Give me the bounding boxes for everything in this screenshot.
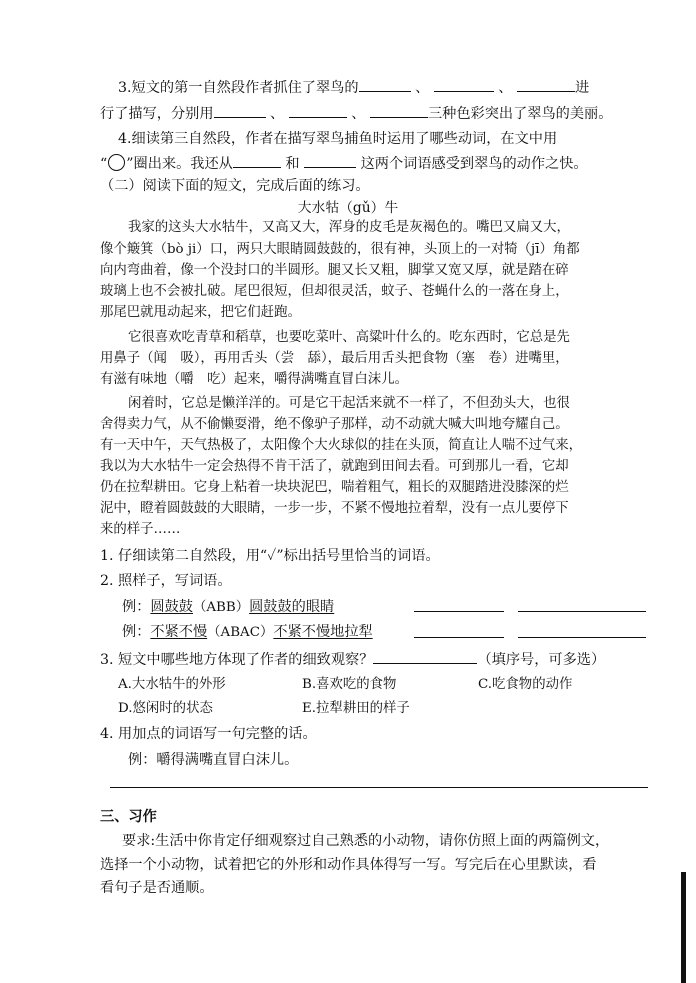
example-label: 例： <box>122 599 151 615</box>
q3-line-1 <box>118 78 589 97</box>
answer-blank-ex1-phrase[interactable] <box>518 611 646 612</box>
q4-line-2 <box>100 154 588 173</box>
writing-line-3: 看句子是否通顺。 <box>100 880 214 896</box>
q3-blank-4[interactable] <box>214 104 266 118</box>
passage-p3-line-7: 来的样子…… <box>100 522 181 537</box>
passage-p1-line-5: 那尾巴就甩动起来，把它们赶跑。 <box>100 305 301 320</box>
example-word: 不紧不慢 <box>150 624 208 640</box>
example-2 <box>122 623 373 642</box>
answer-blank-ex1-word[interactable] <box>414 611 504 612</box>
example-pattern: （ABAC） <box>207 625 274 640</box>
passage-p3-line-4: 我以为大水牯牛一定会热得不肯干活了，就跑到田间去看。可到那儿一看，它却 <box>100 459 569 474</box>
option-e: E.拉犁耕田的样子 <box>302 701 410 716</box>
passage-p2-line-1: 它很喜欢吃青草和稻草，也要吃菜叶、高粱叶什么的。吃东西时，它总是先 <box>128 330 570 345</box>
section-2-heading: （二）阅读下面的短文，完成后面的练习。 <box>100 178 370 194</box>
passage-p2-line-3: 有滋有味地（嚼 吃）起来，嚼得满嘴直冒白沫儿。 <box>100 372 408 387</box>
separator: 、 <box>498 80 513 96</box>
q4-blank-1[interactable] <box>233 154 281 168</box>
passage-p3-line-3: 有一天中午，天气热极了，太阳像个大火球似的挂在头顶，简直让人喘不过气来， <box>100 438 583 453</box>
q4-text: ”圈出来。我还从 <box>126 156 233 172</box>
separator: 、 <box>351 106 366 122</box>
exercise-4-answer-line[interactable] <box>110 787 648 788</box>
exercise-3 <box>100 650 605 669</box>
q3-blank-2[interactable] <box>434 78 494 92</box>
passage-p3-line-6: 泥中，瞪着圆鼓鼓的大眼睛，一步一步，不紧不慢地拉着犁，没有一点儿要停下 <box>100 501 569 516</box>
exercise-4-example: 例：嚼得满嘴直冒白沫儿。 <box>128 752 299 768</box>
passage-p1-line-3: 向内弯曲着，像一个没封口的半圆形。腿又长又粗，脚掌又宽又厚，就是踏在碎 <box>100 263 569 278</box>
q3-text-end: 三种色彩突出了翠鸟的美丽。 <box>427 106 613 122</box>
q3-blank-1[interactable] <box>359 78 411 92</box>
answer-blank-ex2-phrase[interactable] <box>518 637 646 638</box>
passage-p3-line-5: 仍在拉犁耕田。它身上粘着一块块泥巴，喘着粗气，粗长的双腿踏进没膝深的烂 <box>100 480 569 495</box>
q4-text: 和 <box>285 156 300 172</box>
q4-blank-2[interactable] <box>304 154 356 168</box>
q3-text: 3.短文的第一自然段作者抓住了翠鸟的 <box>118 80 359 96</box>
example-phrase: 圆鼓鼓的眼睛 <box>249 599 335 615</box>
q3-blank-3[interactable] <box>517 78 575 92</box>
quote-mark: “ <box>100 156 108 172</box>
q3-blank-5[interactable] <box>289 104 347 118</box>
separator: 、 <box>270 106 285 122</box>
separator: 、 <box>415 80 430 96</box>
passage-title: 大水牯（gǔ）牛 <box>297 200 399 216</box>
exercise-3-text-end: （填序号，可多选） <box>477 652 606 668</box>
passage-p1-line-2: 像个簸箕（bò ji）口，两只大眼睛圆鼓鼓的，很有神，头顶上的一对犄（jī）角都 <box>100 242 580 257</box>
q4-line-1: 4.细读第三自然段，作者在描写翠鸟捕鱼时运用了哪些动词，在文中用 <box>118 131 558 147</box>
q3-text: 行了描写，分别用 <box>100 106 214 122</box>
exercise-3-text: 3. 短文中哪些地方体现了作者的细致观察？ <box>100 652 374 668</box>
writing-line-1: 要求:生活中你肯定仔细观察过自己熟悉的小动物，请你仿照上面的两篇例文， <box>122 833 610 849</box>
q3-line-2 <box>100 104 612 123</box>
option-b: B.喜欢吃的食物 <box>302 677 397 692</box>
exercise-3-blank[interactable] <box>373 650 477 664</box>
answer-blank-ex2-word[interactable] <box>414 637 504 638</box>
passage-p1-line-4: 玻璃上也不会被扎破。尾巴很短，但却很灵活，蚊子、苍蝇什么的一落在身上， <box>100 284 569 299</box>
option-a: A.大水牯牛的外形 <box>118 677 226 692</box>
binding-edge-bar <box>681 872 686 983</box>
passage-p3-line-2: 舍得卖力气，从不偷懒耍滑，绝不像驴子那样，动不动就大喊大叫地夸耀自己。 <box>100 417 569 432</box>
example-pattern: （ABB） <box>192 600 250 615</box>
example-phrase: 不紧不慢地拉犁 <box>273 624 373 640</box>
section-3-heading: 三、习作 <box>100 809 157 825</box>
passage-p3-line-1: 闲着时，它总是懒洋洋的。可是它干起活来就不一样了，不但劲头大，也很 <box>128 396 570 411</box>
writing-line-2: 选择一个小动物，试着把它的外形和动作具体得写一写。写完后在心里默读，看 <box>100 857 597 873</box>
passage-p2-line-2: 用鼻子（闻 吸），再用舌头（尝 舔），最后用舌头把食物（塞 卷）进嘴里， <box>100 351 569 366</box>
option-d: D.悠闲时的状态 <box>118 701 213 716</box>
passage-p1-line-1: 我家的这头大水牯牛，又高又大，浑身的皮毛是灰褐色的。嘴巴又扁又大， <box>128 220 570 235</box>
example-word: 圆鼓鼓 <box>150 599 193 615</box>
example-label: 例： <box>122 624 151 640</box>
exercise-2: 2. 照样子，写词语。 <box>100 573 232 589</box>
exercise-4: 4. 用加点的词语写一句完整的话。 <box>100 726 317 742</box>
option-c: C.吃食物的动作 <box>478 677 573 692</box>
q3-text-end: 进 <box>575 80 590 96</box>
example-1 <box>122 598 334 617</box>
q3-blank-6[interactable] <box>370 104 428 118</box>
circle-mark-icon <box>108 154 125 171</box>
exercise-1: 1. 仔细读第二自然段，用“✓”标出括号里恰当的词语。 <box>100 548 440 564</box>
q4-text: 这两个词语感受到翠鸟的动作之快。 <box>360 156 588 172</box>
